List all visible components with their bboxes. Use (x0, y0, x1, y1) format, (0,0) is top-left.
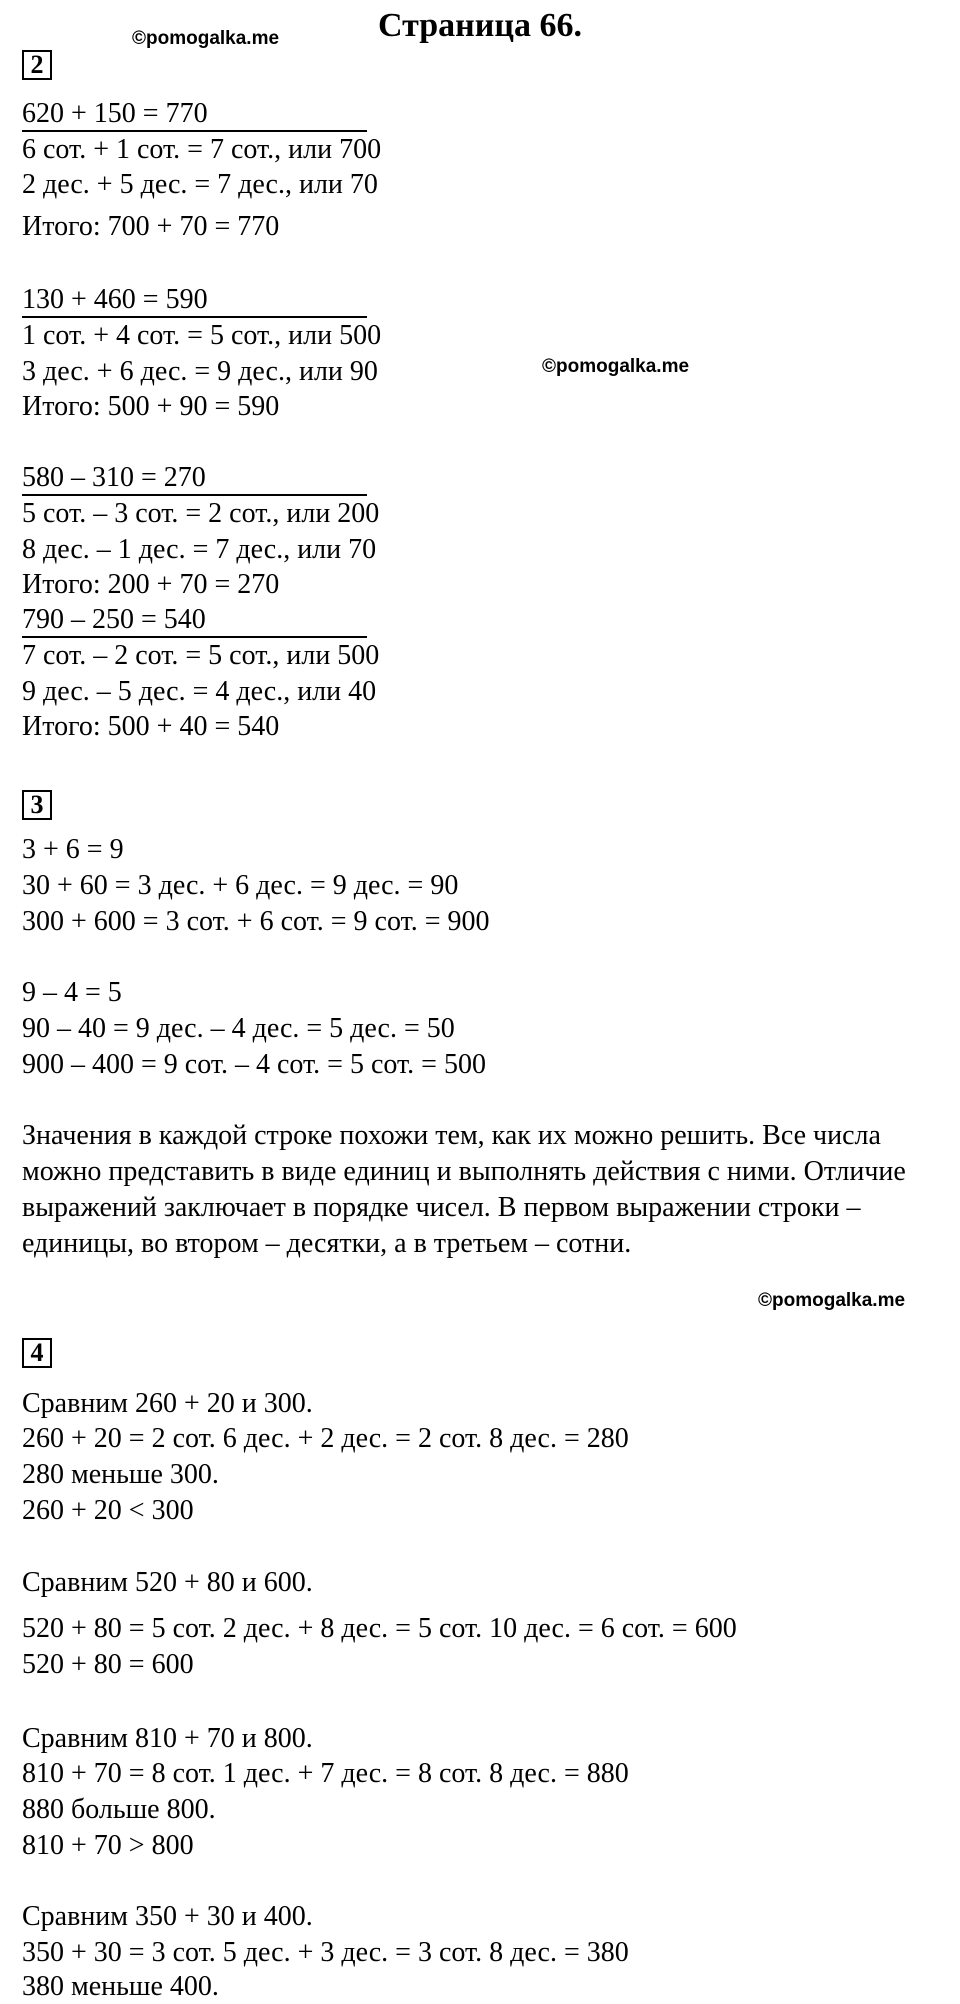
watermark: ©pomogalka.me (758, 1290, 906, 1311)
task-3-line: 90 – 40 = 9 дес. – 4 дес. = 5 дес. = 50 (22, 1013, 455, 1044)
task-4-line: 260 + 20 < 300 (22, 1495, 194, 1526)
task-2-line: 9 дес. – 5 дес. = 4 дес., или 40 (22, 676, 377, 707)
task-4-line: 520 + 80 = 600 (22, 1649, 194, 1680)
task-2-header-4: 790 – 250 = 540 (22, 604, 367, 638)
task-3-line: 9 – 4 = 5 (22, 977, 122, 1008)
page-title: Страница 66. (378, 7, 582, 44)
task-4-line: 350 + 30 = 3 сот. 5 дес. + 3 дес. = 3 сот. 8 дес. = 380 (22, 1937, 629, 1968)
task-2-number: 2 (22, 50, 52, 80)
watermark: ©pomogalka.me (132, 28, 280, 49)
task-2-line: 7 сот. – 2 сот. = 5 сот., или 500 (22, 640, 380, 671)
task-2-header-2: 130 + 460 = 590 (22, 284, 367, 318)
task-2-line: Итого: 500 + 40 = 540 (22, 711, 280, 742)
task-4-line: 810 + 70 = 8 сот. 1 дес. + 7 дес. = 8 сот. 8 дес. = 880 (22, 1758, 629, 1789)
task-4-line: 260 + 20 = 2 сот. 6 дес. + 2 дес. = 2 сот. 8 дес. = 280 (22, 1423, 629, 1454)
task-4-line: Сравним 810 + 70 и 800. (22, 1723, 313, 1754)
task-2-line: 8 дес. – 1 дес. = 7 дес., или 70 (22, 534, 377, 565)
task-2-line: 5 сот. – 3 сот. = 2 сот., или 200 (22, 498, 380, 529)
task-4-line: 810 + 70 > 800 (22, 1830, 194, 1861)
task-2-line: Итого: 200 + 70 = 270 (22, 569, 280, 600)
task-2-line: 1 сот. + 4 сот. = 5 сот., или 500 (22, 320, 382, 351)
task-4-line: 280 меньше 300. (22, 1459, 219, 1490)
task-4-line: Сравним 350 + 30 и 400. (22, 1901, 313, 1932)
task-2-header-3: 580 – 310 = 270 (22, 462, 367, 496)
task-3-line: 3 + 6 = 9 (22, 834, 124, 865)
task-4-number: 4 (22, 1338, 52, 1368)
task-4-line: 380 меньше 400. (22, 1971, 219, 2002)
task-3-number: 3 (22, 790, 52, 820)
task-2-line: 6 сот. + 1 сот. = 7 сот., или 700 (22, 134, 382, 165)
task-3-line: 900 – 400 = 9 сот. – 4 сот. = 5 сот. = 500 (22, 1049, 486, 1080)
task-2-header-1: 620 + 150 = 770 (22, 98, 367, 132)
task-2-line: Итого: 500 + 90 = 590 (22, 391, 280, 422)
task-2-line: 3 дес. + 6 дес. = 9 дес., или 90 (22, 356, 378, 387)
watermark: ©pomogalka.me (542, 356, 690, 377)
task-4-line: Сравним 260 + 20 и 300. (22, 1388, 313, 1419)
task-4-line: 880 больше 800. (22, 1794, 216, 1825)
task-3-line: 30 + 60 = 3 дес. + 6 дес. = 9 дес. = 90 (22, 870, 459, 901)
task-3-paragraph: Значения в каждой строке похожи тем, как их можно решить. Все числа можно представить в виде единиц и выполнять действия с ними. Отличие выражений заключает в порядке чисел. В первом выражении строки – единицы, во втором – десятки, а в третьем – сотни. (22, 1120, 906, 1259)
task-4-line: 520 + 80 = 5 сот. 2 дес. + 8 дес. = 5 сот. 10 дес. = 6 сот. = 600 (22, 1613, 737, 1644)
task-2-line: 2 дес. + 5 дес. = 7 дес., или 70 (22, 169, 378, 200)
task-3-line: 300 + 600 = 3 сот. + 6 сот. = 9 сот. = 900 (22, 906, 490, 937)
task-2-line: Итого: 700 + 70 = 770 (22, 211, 280, 242)
task-4-line: Сравним 520 + 80 и 600. (22, 1567, 313, 1598)
